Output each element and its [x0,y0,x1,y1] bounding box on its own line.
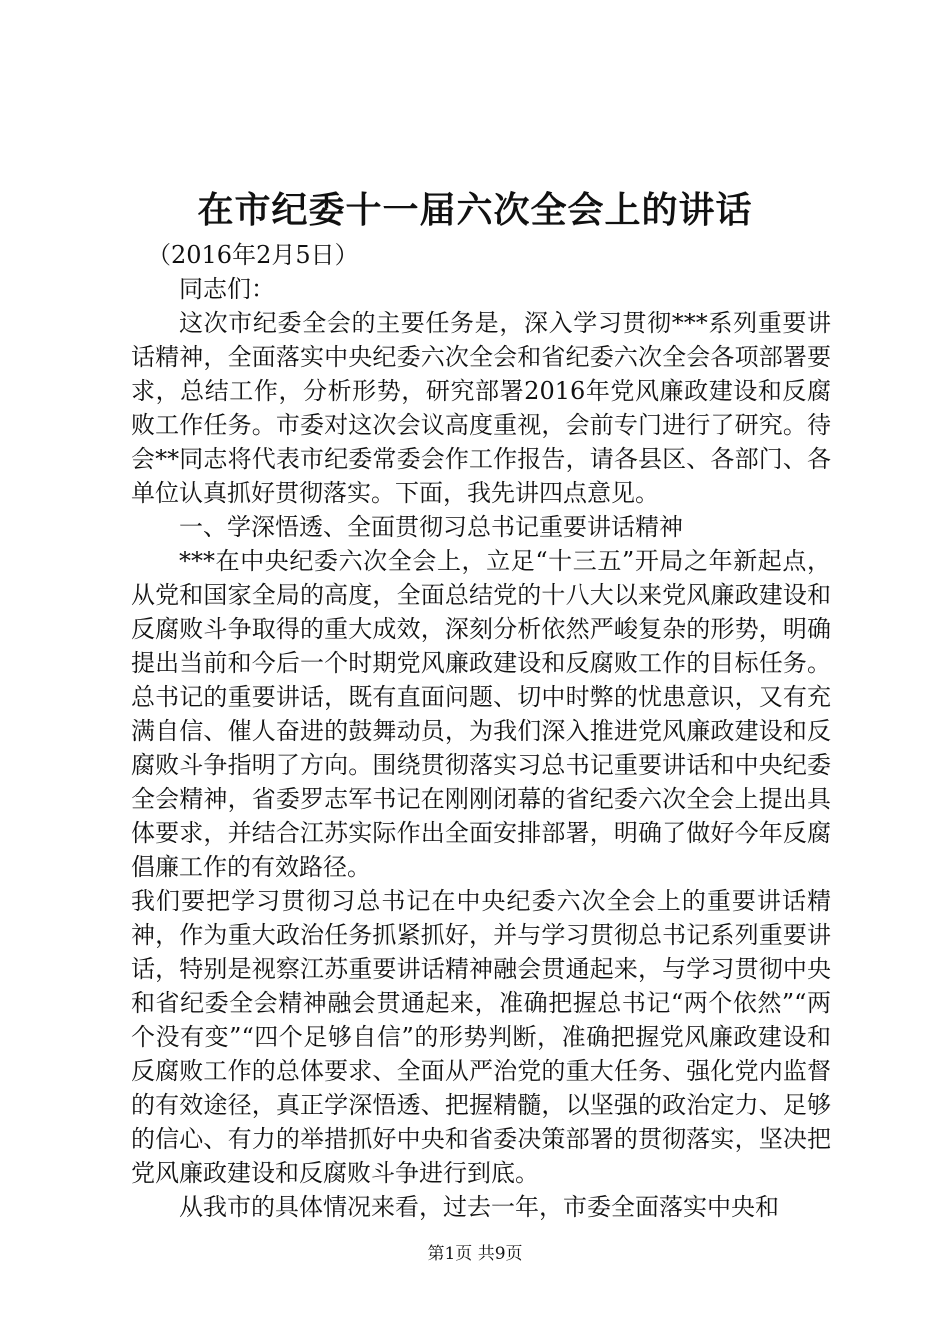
paragraph-2: ***在中央纪委六次全会上，立足“十三五”开局之年新起点，从党和国家全局的高度，全面总结党的十八大以来党风廉政建设和反腐败斗争取得的重大成效，深刻分析依然严峻复杂的形势，明确提出当前和今后一个时期党风廉政建设和反腐败工作的目标任务。总书记的重要讲话，既有直面问题、切中时弊的忧患意识，又有充满自信、催人奋进的鼓舞动员，为我们深入推进党风廉政建设和反腐败斗争指明了方向。围绕贯彻落实习总书记重要讲话和中央纪委全会精神，省委罗志军书记在刚刚闭幕的省纪委六次全会上提出具体要求，并结合江苏实际作出全面安排部署，明确了做好今年反腐倡廉工作的有效路径。 [131,547,831,881]
document-body [131,238,831,1224]
page-title: 在市纪委十一届六次全会上的讲话 [197,189,753,231]
page-footer: 第1页 共9页 [427,1244,523,1264]
paragraph-3: 我们要把学习贯彻习总书记在中央纪委六次全会上的重要讲话精神，作为重大政治任务抓紧抓好，并与学习贯彻总书记系列重要讲话，特别是视察江苏重要讲话精神融会贯通起来，与学习贯彻中央和省纪委全会精神融会贯通起来，准确把握总书记“两个依然”“两个没有变”“四个足够自信”的形势判断，准确把握党风廉政建设和反腐败工作的总体要求、全面从严治党的重大任务、强化党内监督的有效途径，真正学深悟透、把握精髓，以坚强的政治定力、足够的信心、有力的举措抓好中央和省委决策部署的贯彻落实，坚决把党风廉政建设和反腐败斗争进行到底。 [131,887,831,1187]
section-heading-1: 一、学深悟透、全面贯彻习总书记重要讲话精神 [179,513,683,541]
paragraph-1: 这次市纪委全会的主要任务是，深入学习贯彻***系列重要讲话精神，全面落实中央纪委六次全会和省纪委六次全会各项部署要求，总结工作，分析形势，研究部署2016年党风廉政建设和反腐败工作任务。市委对这次会议高度重视，会前专门进行了研究。待会**同志将代表市纪委常委会作工作报告，请各县区、各部门、各单位认真抓好贯彻落实。下面，我先讲四点意见。 [131,309,831,507]
speech-date: （2016年2月5日） [147,241,359,269]
salutation: 同志们： [179,275,275,303]
paragraph-4: 从我市的具体情况来看，过去一年，市委全面落实中央和 [179,1193,779,1221]
